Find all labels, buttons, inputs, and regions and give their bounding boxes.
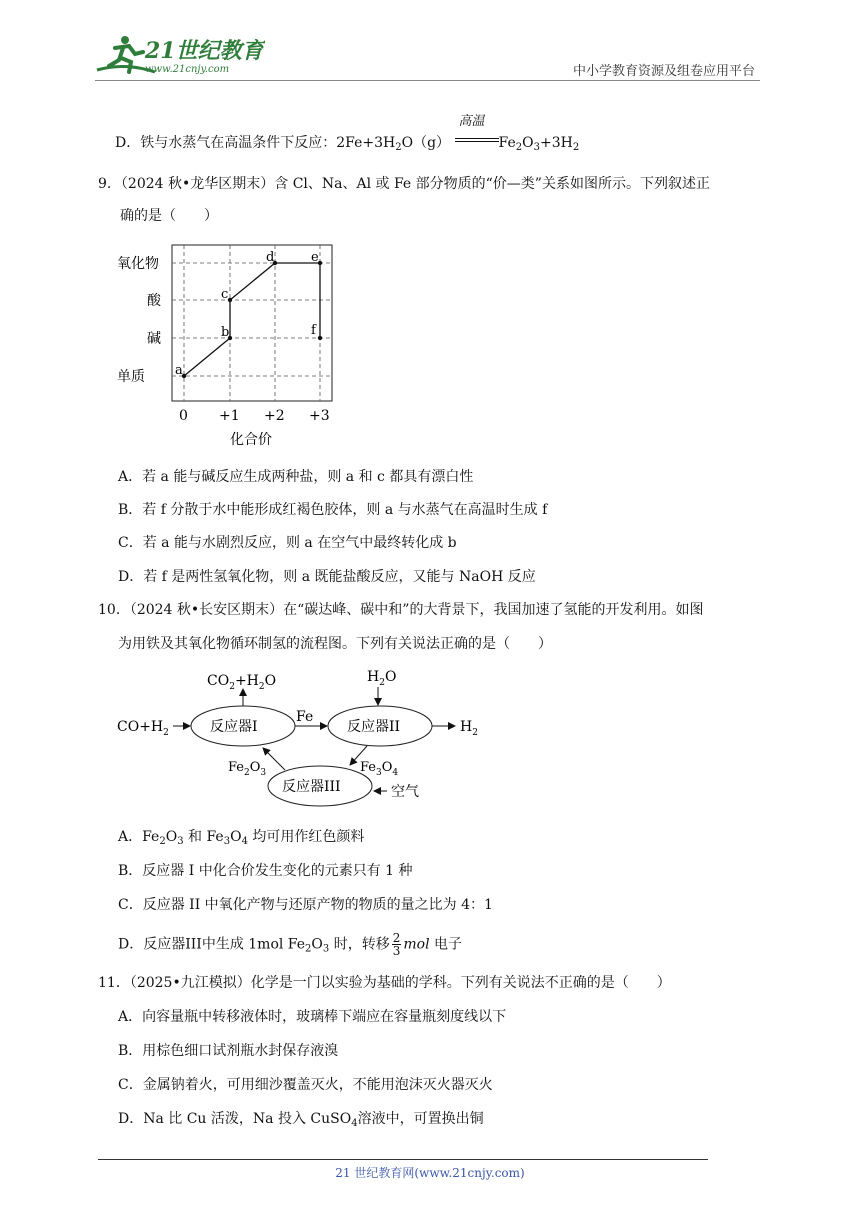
y-label-element: 单质 xyxy=(117,369,145,385)
reaction-arrow: 高温 xyxy=(455,136,499,150)
site-logo[interactable] xyxy=(95,32,265,78)
logo-text: 21世纪教育 xyxy=(145,38,264,64)
q10-option-a: A．$Fe_2O_3$ 和 $Fe_3O_4$ 均可用作红色颜料 xyxy=(118,829,365,847)
q9-stem-line1: 9．（2024 秋•龙华区期末）含 Cl、Na、Al 或 Fe 部分物质的“价—类”关系如图所示。下列叙述正 xyxy=(98,176,710,192)
label-f: f xyxy=(311,323,316,338)
label-c: c xyxy=(221,287,229,302)
q10-option-b: B．反应器 I 中化合价发生变化的元素只有 1 种 xyxy=(118,863,413,879)
output-co2-h2o: $CO_2+H_2O$ xyxy=(207,673,277,692)
q8-option-d: D．铁与水蒸气在高温条件下反应：$2Fe+3H_2O(g)$ 高温 $Fe_2O_3+3H_2$ xyxy=(115,114,580,153)
q11-option-c: C．金属钠着火，可用细沙覆盖灭火，不能用泡沫灭火器灭火 xyxy=(118,1077,493,1093)
air-label: 空气 xyxy=(391,784,419,800)
x-tick-3: +3 xyxy=(309,408,330,424)
h2-output: $H_2$ xyxy=(460,719,478,738)
q11-stem: 11．（2025•九江模拟）化学是一门以实验为基础的学科。下列有关说法不正确的是（ ） xyxy=(98,975,671,991)
reactor-2-label: 反应器II xyxy=(347,719,401,735)
valence-class-diagram xyxy=(112,240,342,454)
footer-link[interactable]: 21 世纪教育网(www.21cnjy.com) xyxy=(335,1166,525,1180)
q11-option-a: A．向容量瓶中转移液体时，玻璃棒下端应在容量瓶刻度线以下 xyxy=(118,1009,507,1025)
x-axis-title: 化合价 xyxy=(230,432,272,448)
q11-option-d: D．Na 比 Cu 活泼，Na 投入 CuSO$_4$溶液中，可置换出铜 xyxy=(118,1111,484,1129)
fe2o3-label: $Fe_2O_3$ xyxy=(228,760,267,778)
logo-url: www.21cnjy.com xyxy=(145,64,230,75)
label-e: e xyxy=(311,250,319,265)
point-f xyxy=(318,336,322,340)
q9-option-b: B．若 f 分散于水中能形成红褐色胶体，则 a 与水蒸气在高温时生成 f xyxy=(118,502,548,518)
q9-stem-line2: 确的是（ ） xyxy=(120,208,218,224)
fraction-two-thirds: $\frac{2}{3}$ xyxy=(392,931,401,958)
y-label-oxide: 氧化物 xyxy=(117,256,159,272)
point-c xyxy=(228,298,232,302)
q11-option-b: B．用棕色细口试剂瓶水封保存液溴 xyxy=(118,1043,339,1059)
header-divider xyxy=(95,80,760,81)
footer-divider xyxy=(98,1159,708,1160)
hydrogen-flow-diagram xyxy=(115,665,495,819)
fe-label: Fe xyxy=(296,709,314,725)
reactor-1-label: 反应器I xyxy=(210,719,258,735)
q9-option-d: D．若 f 是两性氢氧化物，则 a 既能盐酸反应，又能与 NaOH 反应 xyxy=(118,569,536,585)
x-tick-2: +2 xyxy=(264,408,285,424)
y-label-base: 碱 xyxy=(147,331,161,347)
q10-option-c: C．反应器 II 中氧化产物与还原产物的物质的量之比为 4：1 xyxy=(118,897,493,913)
q10-stem-line2: 为用铁及其氧化物循环制氢的流程图。下列有关说法正确的是（ ） xyxy=(118,636,552,652)
q10-stem-line1: 10．（2024 秋•长安区期末）在“碳达峰、碳中和”的大背景下，我国加速了氢能的开发利用。如图 xyxy=(98,602,704,618)
input-co-h2: $CO+H_2$ xyxy=(117,719,169,738)
y-label-acid: 酸 xyxy=(147,293,161,309)
reactor-3-label: 反应器III xyxy=(282,779,341,795)
x-tick-1: +1 xyxy=(219,408,240,424)
water-label: $H_2O$ xyxy=(367,669,397,688)
x-tick-0: 0 xyxy=(179,408,188,424)
platform-title: 中小学教育资源及组卷应用平台 xyxy=(572,64,755,79)
label-a: a xyxy=(175,363,183,378)
fe3o4-label: $Fe_3O_4$ xyxy=(360,760,399,778)
q9-option-c: C．若 a 能与水剧烈反应，则 a 在空气中最终转化成 b xyxy=(118,535,457,551)
label-d: d xyxy=(266,250,275,265)
label-b: b xyxy=(221,325,230,340)
q10-option-d: D．反应器III中生成 1mol $Fe_2O_3$ 时，转移 $\frac{2}{3}$ mol 电子 xyxy=(118,931,463,958)
q9-option-a: A．若 a 能与碱反应生成两种盐，则 a 和 c 都具有漂白性 xyxy=(118,469,474,485)
